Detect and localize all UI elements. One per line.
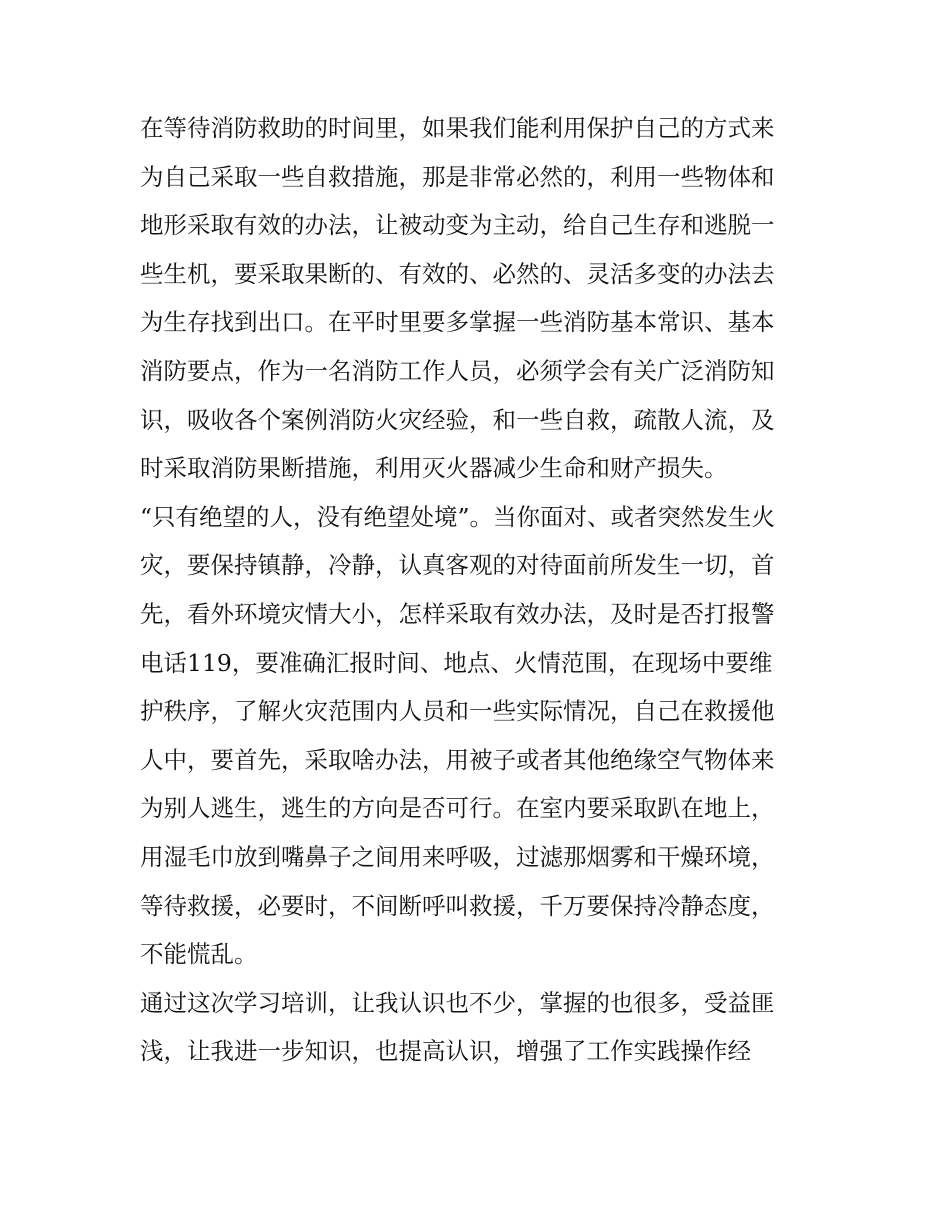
text-line: 等待救援，必要时，不间断呼叫救援，千万要保持冷静态度， bbox=[140, 891, 775, 920]
text-line: 地形采取有效的办法，让被动变为主动，给自己生存和逃脱一 bbox=[140, 211, 775, 240]
paragraph-training-summary bbox=[140, 979, 820, 1076]
text-line: 通过这次学习培训，让我认识也不少，掌握的也很多，受益匪 bbox=[140, 988, 775, 1017]
text-line: 识，吸收各个案例消防火灾经验，和一些自救，疏散人流，及 bbox=[140, 405, 775, 434]
text-line: 浅，让我进一步知识，也提高认识，增强了工作实践操作经 bbox=[140, 1037, 751, 1066]
text-line: 为生存找到出口。在平时里要多掌握一些消防基本常识、基本 bbox=[140, 308, 775, 337]
text-line: 时采取消防果断措施，利用灭火器减少生命和财产损失。 bbox=[140, 454, 728, 483]
text-line: “只有绝望的人，没有绝望处境”。当你面对、或者突然发生火 bbox=[140, 502, 776, 531]
text-line: 电话119，要准确汇报时间、地点、火情范围，在现场中要维 bbox=[140, 648, 773, 677]
text-line: 在等待消防救助的时间里，如果我们能利用保护自己的方式来 bbox=[140, 114, 775, 142]
text-line: 灾，要保持镇静，冷静，认真客观的对待面前所发生一切，首 bbox=[140, 551, 775, 580]
text-line: 用湿毛巾放到嘴鼻子之间用来呼吸，过滤那烟雾和干燥环境， bbox=[140, 842, 775, 871]
paragraph-stay-calm bbox=[140, 493, 820, 979]
text-line: 护秩序，了解火灾范围内人员和一些实际情况，自己在救援他 bbox=[140, 697, 775, 726]
text-line: 先，看外环境灾情大小，怎样采取有效办法，及时是否打报警 bbox=[140, 599, 775, 628]
text-line: 消防要点，作为一名消防工作人员，必须学会有关广泛消防知 bbox=[140, 356, 775, 385]
text-line: 为自己采取一些自救措施，那是非常必然的，利用一些物体和 bbox=[140, 162, 775, 191]
text-line: 不能慌乱。 bbox=[140, 940, 258, 969]
text-line: 些生机，要采取果断的、有效的、必然的、灵活多变的办法去 bbox=[140, 259, 775, 288]
paragraph-self-rescue bbox=[140, 104, 820, 493]
text-line: 人中，要首先，采取啥办法，用被子或者其他绝缘空气物体来 bbox=[140, 745, 775, 774]
document-body bbox=[140, 104, 820, 1076]
text-line: 为别人逃生，逃生的方向是否可行。在室内要采取趴在地上， bbox=[140, 794, 775, 823]
